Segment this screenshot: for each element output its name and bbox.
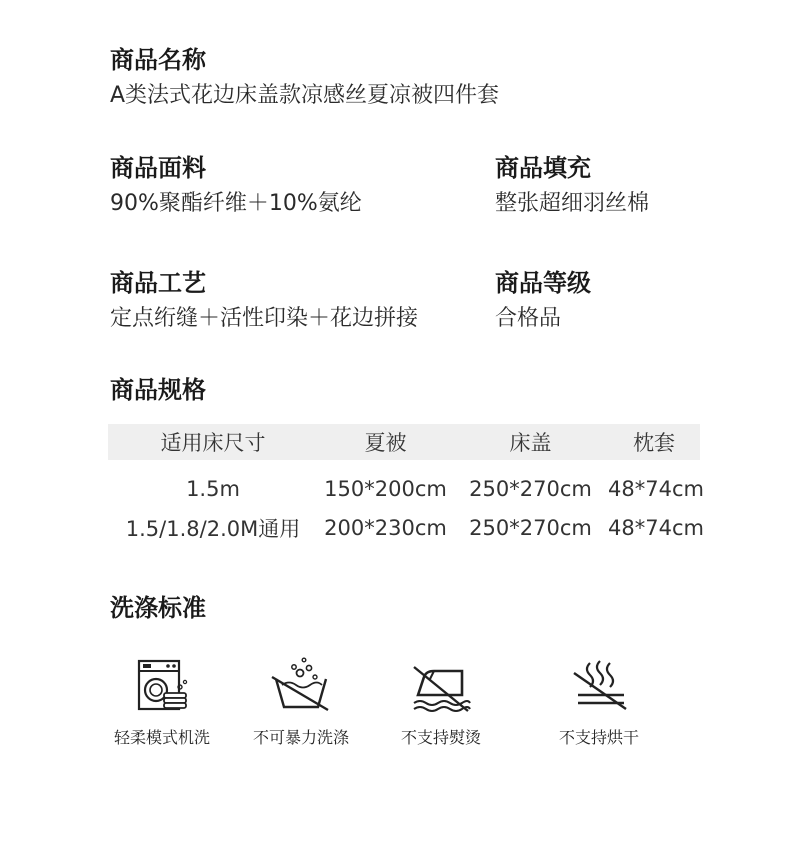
header-bed-size: 适用床尺寸: [160, 431, 266, 455]
table-cell: 1.5/1.8/2.0M通用: [125, 516, 301, 541]
washing-machine-icon: [132, 655, 192, 715]
header-bedspread: 床盖: [509, 431, 552, 455]
craft-value: 定点绗缝＋活性印染＋花边拼接: [110, 306, 419, 331]
care-label: 不可暴力洗涤: [252, 728, 349, 747]
table-cell: 48*74cm: [608, 515, 704, 540]
product-name-title: 商品名称: [110, 46, 206, 74]
tumble-dry-crossed-icon: [564, 655, 634, 715]
table-cell: 150*200cm: [324, 476, 447, 501]
iron-crossed-icon: [406, 655, 476, 715]
wash-title: 洗涤标准: [110, 594, 206, 622]
hand-wash-crossed-icon: [266, 655, 336, 715]
product-name-value: A类法式花边床盖款凉感丝夏凉被四件套: [110, 83, 500, 108]
table-cell: 48*74cm: [608, 476, 704, 501]
table-cell: 250*270cm: [469, 476, 592, 501]
header-quilt: 夏被: [364, 431, 407, 455]
table-cell: 250*270cm: [469, 515, 592, 540]
care-item-ironing: [366, 655, 516, 748]
spec-table: [108, 424, 704, 547]
table-cell: 1.5m: [186, 476, 240, 501]
care-item-hand-wash: [226, 655, 376, 748]
craft-title: 商品工艺: [110, 269, 206, 297]
spec-title: 商品规格: [110, 376, 206, 404]
table-row: [108, 508, 704, 547]
table-cell: 200*230cm: [324, 515, 447, 540]
header-pillowcase: 枕套: [633, 431, 675, 455]
care-label: 轻柔模式机洗: [113, 728, 210, 747]
spec-table-header: [108, 424, 700, 460]
grade-value: 合格品: [495, 306, 562, 331]
table-row: [108, 469, 704, 508]
care-item-tumble-dry: [524, 655, 674, 748]
care-item-machine-wash: [87, 655, 237, 748]
filling-value: 整张超细羽丝棉: [495, 191, 650, 216]
fabric-value: 90%聚酯纤维＋10%氨纶: [110, 191, 362, 216]
care-label: 不支持熨烫: [400, 728, 481, 747]
fabric-title: 商品面料: [110, 154, 206, 182]
care-label: 不支持烘干: [558, 728, 639, 747]
filling-title: 商品填充: [495, 154, 591, 182]
grade-title: 商品等级: [495, 269, 591, 297]
